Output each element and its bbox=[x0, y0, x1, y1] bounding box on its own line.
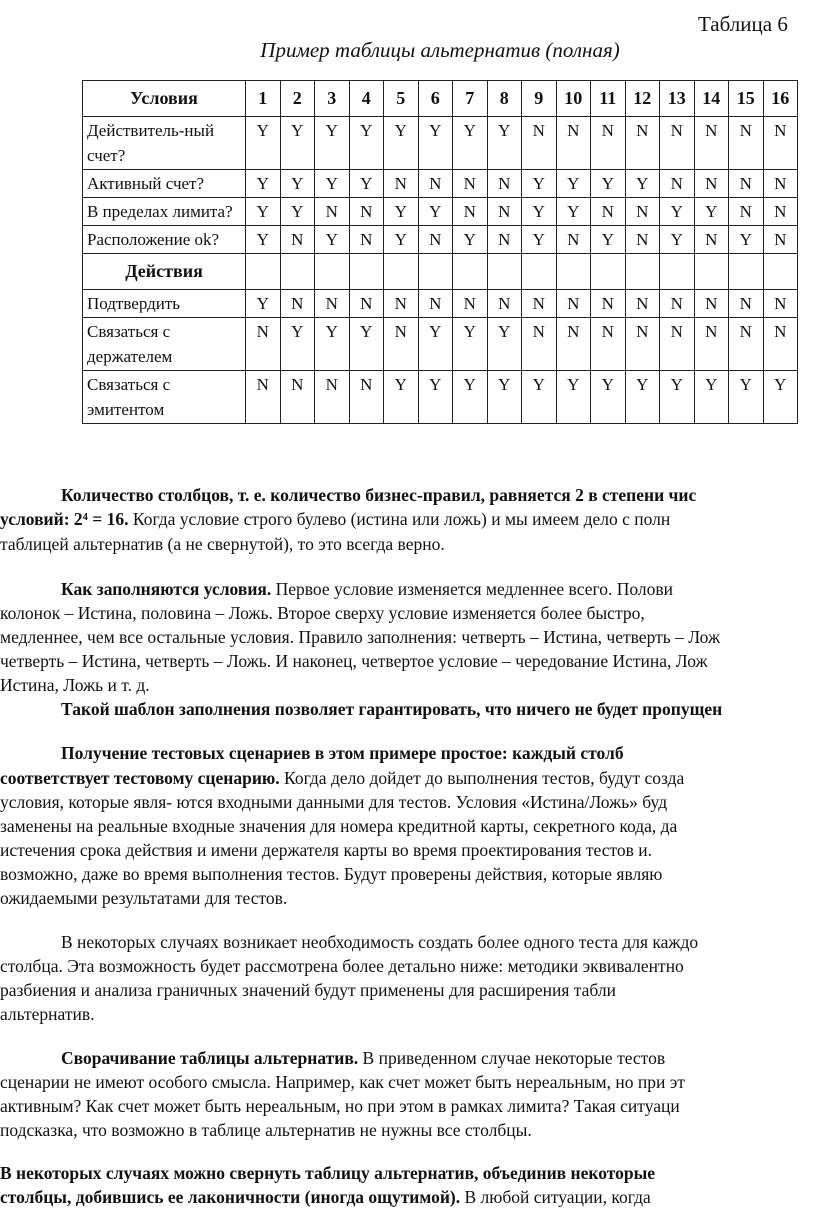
text: Истина, Ложь и т. д. bbox=[0, 675, 150, 695]
cell-value: Y bbox=[246, 117, 281, 170]
cell-value: N bbox=[453, 170, 488, 198]
cell-value: Y bbox=[729, 371, 764, 424]
cell-value: N bbox=[729, 170, 764, 198]
text: столбца. Эта возможность будет рассмотрена более детально ниже: методики эквивалентно bbox=[0, 956, 684, 976]
cell-value: Y bbox=[280, 318, 315, 371]
bold-text: Сворачивание таблицы альтернатив. bbox=[61, 1048, 359, 1068]
cell-value: N bbox=[453, 290, 488, 318]
cell-value: Y bbox=[625, 170, 660, 198]
text: альтернатив. bbox=[0, 1004, 95, 1024]
cell-value: N bbox=[660, 290, 695, 318]
cell-value: Y bbox=[729, 226, 764, 254]
cell-value: Y bbox=[349, 170, 384, 198]
actions-header: Действия bbox=[83, 254, 246, 290]
cell-value: Y bbox=[418, 371, 453, 424]
cell-value: N bbox=[315, 290, 350, 318]
bold-text: В некоторых случаях можно свернуть таблицу альтернатив, объединив некоторые bbox=[0, 1163, 656, 1183]
text: активным? Как счет может быть нереальным, но при этом в рамках лимита? Такая ситуаци bbox=[0, 1096, 680, 1116]
table-row bbox=[83, 371, 798, 424]
cell-value: Y bbox=[349, 318, 384, 371]
text-line bbox=[0, 814, 677, 838]
cell-value: N bbox=[729, 290, 764, 318]
cell-value: Y bbox=[246, 290, 281, 318]
text: Когда дело дойдет до выполнения тестов, будут созда bbox=[279, 768, 685, 788]
cell-value: N bbox=[763, 117, 798, 170]
cell-value: Y bbox=[660, 198, 695, 226]
cell-value: N bbox=[694, 226, 729, 254]
text-line bbox=[61, 483, 696, 507]
cell-value: N bbox=[487, 290, 522, 318]
table-header-row bbox=[83, 81, 798, 117]
bold-text: Такой шаблон заполнения позволяет гарантировать, что ничего не будет пропущен bbox=[61, 699, 723, 719]
cell-value: N bbox=[349, 198, 384, 226]
cell-value: Y bbox=[418, 198, 453, 226]
cell-value: N bbox=[487, 226, 522, 254]
cell-value: N bbox=[625, 117, 660, 170]
cell-value: N bbox=[694, 170, 729, 198]
cell-value: N bbox=[694, 318, 729, 371]
text-line bbox=[0, 625, 720, 649]
text-line bbox=[0, 978, 616, 1002]
cell-value: Y bbox=[487, 371, 522, 424]
cell-value: Y bbox=[694, 371, 729, 424]
column-header: 5 bbox=[384, 81, 419, 117]
column-header: 2 bbox=[280, 81, 315, 117]
cell-value: N bbox=[522, 290, 557, 318]
cell-value: N bbox=[349, 226, 384, 254]
cell-value: N bbox=[625, 226, 660, 254]
cell-value: N bbox=[763, 318, 798, 371]
cell-value: Y bbox=[315, 117, 350, 170]
decision-table bbox=[82, 80, 798, 424]
cell-value: N bbox=[246, 318, 281, 371]
text: колонок – Истина, половина – Ложь. Второе сверху условие изменяется более быстро, bbox=[0, 603, 645, 623]
cell-value: Y bbox=[763, 371, 798, 424]
text-line bbox=[0, 507, 670, 531]
cell-value: N bbox=[625, 198, 660, 226]
cell-value: N bbox=[556, 290, 591, 318]
cell-value: Y bbox=[660, 226, 695, 254]
text: ожидаемыми результатами для тестов. bbox=[0, 888, 288, 908]
text-line bbox=[0, 862, 662, 886]
text: условия, которые явля- ются входными данными для тестов. Условия «Истина/Ложь» буд bbox=[0, 792, 668, 812]
cell-value: N bbox=[660, 117, 695, 170]
row-label: Подтвердить bbox=[83, 290, 246, 318]
cell-value: N bbox=[556, 318, 591, 371]
column-header: 16 bbox=[763, 81, 798, 117]
table-row bbox=[83, 170, 798, 198]
cell-value: Y bbox=[349, 117, 384, 170]
cell-value: N bbox=[280, 371, 315, 424]
empty-cell bbox=[418, 254, 453, 290]
text: В любой ситуации, когда bbox=[460, 1187, 651, 1207]
empty-cell bbox=[591, 254, 626, 290]
cell-value: Y bbox=[246, 170, 281, 198]
text-line bbox=[0, 790, 667, 814]
table-title: Пример таблицы альтернатив (полная) bbox=[260, 38, 620, 62]
row-label: В пределах лимита? bbox=[83, 198, 246, 226]
column-header: 1 bbox=[246, 81, 281, 117]
cell-value: N bbox=[729, 198, 764, 226]
text: возможно, даже во время выполнения тестов. Будут проверены действия, которые являю bbox=[0, 864, 663, 884]
cell-value: Y bbox=[384, 371, 419, 424]
text: В некоторых случаях возникает необходимость создать более одного теста для каждо bbox=[61, 932, 699, 952]
column-header: 10 bbox=[556, 81, 591, 117]
column-header: 13 bbox=[660, 81, 695, 117]
column-header: 7 bbox=[453, 81, 488, 117]
cell-value: Y bbox=[694, 198, 729, 226]
text-line bbox=[0, 532, 445, 556]
cell-value: Y bbox=[315, 170, 350, 198]
text-line bbox=[0, 954, 684, 978]
cell-value: N bbox=[591, 117, 626, 170]
cell-value: N bbox=[660, 318, 695, 371]
cell-value: N bbox=[280, 290, 315, 318]
text: Когда условие строго булево (истина или ложь) и мы имеем дело с полн bbox=[128, 509, 671, 529]
cell-value: Y bbox=[591, 226, 626, 254]
column-header: 3 bbox=[315, 81, 350, 117]
text-line bbox=[0, 1002, 94, 1026]
cell-value: Y bbox=[246, 226, 281, 254]
text: Первое условие изменяется медленнее всего. Полови bbox=[271, 579, 673, 599]
empty-cell bbox=[694, 254, 729, 290]
column-header: 6 bbox=[418, 81, 453, 117]
text: таблицей альтернатив (а не свернутой), то это всегда верно. bbox=[0, 534, 445, 554]
conditions-header: Условия bbox=[83, 81, 246, 117]
empty-cell bbox=[453, 254, 488, 290]
table-row bbox=[83, 117, 798, 170]
text-line bbox=[0, 1161, 655, 1185]
cell-value: Y bbox=[522, 170, 557, 198]
cell-value: N bbox=[522, 117, 557, 170]
cell-value: N bbox=[384, 170, 419, 198]
actions-header-row bbox=[83, 254, 798, 290]
text: разбиения и анализа граничных значений будут применены для расширения табли bbox=[0, 980, 616, 1000]
cell-value: Y bbox=[315, 226, 350, 254]
cell-value: N bbox=[694, 290, 729, 318]
cell-value: Y bbox=[556, 371, 591, 424]
column-header: 11 bbox=[591, 81, 626, 117]
cell-value: Y bbox=[453, 117, 488, 170]
row-label: Действитель-ный счет? bbox=[83, 117, 246, 170]
cell-value: Y bbox=[384, 226, 419, 254]
cell-value: N bbox=[660, 170, 695, 198]
bold-text: условий: 2⁴ = 16. bbox=[0, 509, 129, 529]
cell-value: N bbox=[591, 198, 626, 226]
empty-cell bbox=[625, 254, 660, 290]
text: В приведенном случае некоторые тестов bbox=[358, 1048, 666, 1068]
row-label: Связаться с держателем bbox=[83, 318, 246, 371]
row-label: Активный счет? bbox=[83, 170, 246, 198]
cell-value: N bbox=[349, 290, 384, 318]
text: медленнее, чем все остальные условия. Правило заполнения: четверть – Истина, четверть – Лож bbox=[0, 627, 721, 647]
column-header: 8 bbox=[487, 81, 522, 117]
column-header: 9 bbox=[522, 81, 557, 117]
empty-cell bbox=[556, 254, 591, 290]
cell-value: N bbox=[556, 226, 591, 254]
empty-cell bbox=[522, 254, 557, 290]
cell-value: Y bbox=[487, 318, 522, 371]
empty-cell bbox=[729, 254, 764, 290]
empty-cell bbox=[763, 254, 798, 290]
cell-value: N bbox=[246, 371, 281, 424]
text-line bbox=[0, 1118, 532, 1142]
cell-value: N bbox=[418, 226, 453, 254]
empty-cell bbox=[315, 254, 350, 290]
text-line bbox=[0, 766, 684, 790]
cell-value: Y bbox=[418, 318, 453, 371]
cell-value: N bbox=[591, 290, 626, 318]
cell-value: N bbox=[453, 198, 488, 226]
cell-value: N bbox=[384, 318, 419, 371]
empty-cell bbox=[660, 254, 695, 290]
bold-text: Количество столбцов, т. е. количество бизнес-правил, равняется 2 в степени чис bbox=[61, 485, 697, 505]
text: четверть – Истина, четверть – Ложь. И наконец, четвертое условие – чередование Истина, Лож bbox=[0, 651, 708, 671]
cell-value: Y bbox=[556, 170, 591, 198]
cell-value: N bbox=[763, 290, 798, 318]
cell-value: N bbox=[625, 318, 660, 371]
cell-value: Y bbox=[418, 117, 453, 170]
cell-value: Y bbox=[625, 371, 660, 424]
cell-value: Y bbox=[280, 117, 315, 170]
empty-cell bbox=[384, 254, 419, 290]
cell-value: Y bbox=[280, 170, 315, 198]
cell-value: Y bbox=[384, 117, 419, 170]
text-line bbox=[0, 673, 150, 697]
row-label: Связаться с эмитентом bbox=[83, 371, 246, 424]
cell-value: N bbox=[280, 226, 315, 254]
cell-value: Y bbox=[660, 371, 695, 424]
text-line bbox=[0, 838, 652, 862]
cell-value: Y bbox=[280, 198, 315, 226]
text-line bbox=[61, 930, 698, 954]
cell-value: Y bbox=[556, 198, 591, 226]
column-header: 12 bbox=[625, 81, 660, 117]
empty-cell bbox=[246, 254, 281, 290]
cell-value: N bbox=[694, 117, 729, 170]
table-row bbox=[83, 290, 798, 318]
text-line bbox=[61, 697, 722, 721]
cell-value: Y bbox=[522, 198, 557, 226]
table-row bbox=[83, 198, 798, 226]
text-line bbox=[61, 741, 624, 765]
table-row bbox=[83, 226, 798, 254]
bold-text: соответствует тестовому сценарию. bbox=[0, 768, 280, 788]
cell-value: Y bbox=[384, 198, 419, 226]
text-line bbox=[0, 886, 287, 910]
column-header: 14 bbox=[694, 81, 729, 117]
cell-value: Y bbox=[246, 198, 281, 226]
bold-text: Получение тестовых сценариев в этом примере простое: каждый столб bbox=[61, 743, 624, 763]
cell-value: N bbox=[418, 170, 453, 198]
column-header: 15 bbox=[729, 81, 764, 117]
cell-value: N bbox=[487, 170, 522, 198]
table-caption: Таблица 6 bbox=[698, 12, 788, 36]
bold-text: Как заполняются условия. bbox=[61, 579, 272, 599]
text-line bbox=[0, 1094, 680, 1118]
cell-value: N bbox=[763, 198, 798, 226]
cell-value: N bbox=[556, 117, 591, 170]
text-line bbox=[0, 1185, 651, 1209]
cell-value: Y bbox=[522, 371, 557, 424]
text: подсказка, что возможно в таблице альтернатив не нужны все столбцы. bbox=[0, 1120, 532, 1140]
cell-value: Y bbox=[591, 170, 626, 198]
text-line bbox=[0, 601, 645, 625]
column-header: 4 bbox=[349, 81, 384, 117]
cell-value: Y bbox=[487, 117, 522, 170]
cell-value: Y bbox=[453, 226, 488, 254]
cell-value: N bbox=[315, 198, 350, 226]
text-line bbox=[0, 1070, 685, 1094]
cell-value: Y bbox=[315, 318, 350, 371]
cell-value: N bbox=[625, 290, 660, 318]
cell-value: N bbox=[384, 290, 419, 318]
bold-text: столбцы, добившись ее лаконичности (иногда ощутимой). bbox=[0, 1187, 461, 1207]
empty-cell bbox=[487, 254, 522, 290]
cell-value: N bbox=[418, 290, 453, 318]
cell-value: N bbox=[729, 117, 764, 170]
cell-value: N bbox=[591, 318, 626, 371]
cell-value: Y bbox=[453, 371, 488, 424]
cell-value: N bbox=[763, 226, 798, 254]
cell-value: N bbox=[487, 198, 522, 226]
text: сценарии не имеют особого смысла. Например, как счет может быть нереальным, но при эт bbox=[0, 1072, 685, 1092]
cell-value: N bbox=[522, 318, 557, 371]
text-line bbox=[61, 577, 673, 601]
row-label: Расположение ok? bbox=[83, 226, 246, 254]
text-line bbox=[61, 1046, 665, 1070]
cell-value: Y bbox=[591, 371, 626, 424]
text-line bbox=[0, 649, 708, 673]
cell-value: N bbox=[315, 371, 350, 424]
cell-value: Y bbox=[522, 226, 557, 254]
text: истечения срока действия и имени держателя карты во время проектирования тестов и. bbox=[0, 840, 653, 860]
empty-cell bbox=[280, 254, 315, 290]
text: заменены на реальные входные значения для номера кредитной карты, секретного кода, да bbox=[0, 816, 678, 836]
cell-value: N bbox=[729, 318, 764, 371]
empty-cell bbox=[349, 254, 384, 290]
table-row bbox=[83, 318, 798, 371]
cell-value: Y bbox=[453, 318, 488, 371]
cell-value: N bbox=[349, 371, 384, 424]
cell-value: N bbox=[763, 170, 798, 198]
